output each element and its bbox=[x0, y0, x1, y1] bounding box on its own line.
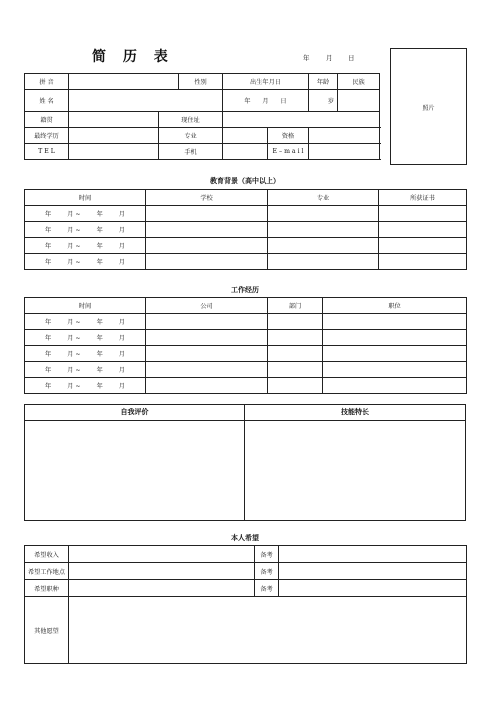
work-period-part: 年 bbox=[96, 319, 103, 326]
native-label: 籍贯 bbox=[25, 112, 69, 128]
education-table bbox=[24, 189, 467, 270]
work-period-part: 年 bbox=[45, 335, 52, 342]
edu-header-major: 专业 bbox=[268, 190, 379, 206]
edu-period-part: 年 bbox=[96, 259, 103, 266]
location-note-field[interactable] bbox=[279, 563, 467, 580]
edu-period-part: 年 bbox=[45, 243, 52, 250]
work-period-part: 年 bbox=[45, 351, 52, 358]
work-cell[interactable] bbox=[323, 378, 467, 394]
skills-title: 技能特长 bbox=[245, 405, 465, 421]
edu-cell[interactable] bbox=[146, 222, 268, 238]
edu-period-cell[interactable] bbox=[25, 254, 146, 270]
name-label: 姓 名 bbox=[25, 90, 69, 112]
work-cell[interactable] bbox=[268, 314, 323, 330]
work-period-part: 月 ~ bbox=[67, 383, 81, 390]
work-period-part: 年 bbox=[45, 367, 52, 374]
position-note-label: 备考 bbox=[255, 580, 279, 597]
education-section-title: 教育背景（高中以上） bbox=[210, 177, 280, 185]
work-row bbox=[25, 378, 467, 394]
name-field[interactable] bbox=[69, 90, 223, 112]
work-period-part: 月 bbox=[118, 383, 125, 390]
work-period-cell[interactable] bbox=[25, 346, 146, 362]
edu-period-cell[interactable] bbox=[25, 206, 146, 222]
date-month-label: 月 bbox=[326, 54, 333, 62]
edu-row bbox=[25, 254, 467, 270]
address-label: 现住址 bbox=[159, 112, 223, 128]
tel-field[interactable] bbox=[69, 144, 159, 160]
edu-period-part: 月 ~ bbox=[67, 227, 81, 234]
work-cell[interactable] bbox=[268, 378, 323, 394]
edu-cell[interactable] bbox=[268, 222, 379, 238]
wish-section-title: 本人希望 bbox=[231, 534, 259, 542]
work-cell[interactable] bbox=[146, 346, 268, 362]
salary-note-field[interactable] bbox=[279, 546, 467, 563]
photo-label: 照片 bbox=[422, 105, 435, 112]
edu-row bbox=[25, 238, 467, 254]
edu-period-part: 月 ~ bbox=[67, 243, 81, 250]
work-cell[interactable] bbox=[146, 378, 268, 394]
self-eval-box[interactable] bbox=[24, 404, 245, 521]
edu-cell[interactable] bbox=[268, 254, 379, 270]
work-cell[interactable] bbox=[323, 330, 467, 346]
work-period-cell[interactable] bbox=[25, 362, 146, 378]
work-period-part: 月 ~ bbox=[67, 367, 81, 374]
salary-field[interactable] bbox=[69, 546, 255, 563]
edu-period-cell[interactable] bbox=[25, 238, 146, 254]
work-header-time: 时间 bbox=[25, 298, 146, 314]
work-row bbox=[25, 362, 467, 378]
edu-cell[interactable] bbox=[379, 206, 467, 222]
work-period-part: 月 ~ bbox=[67, 335, 81, 342]
gender-label: 性别 bbox=[179, 74, 223, 90]
work-period-part: 年 bbox=[96, 351, 103, 358]
work-row bbox=[25, 314, 467, 330]
other-wish-label: 其他愿望 bbox=[25, 597, 69, 664]
work-period-part: 年 bbox=[45, 383, 52, 390]
work-header-department: 部门 bbox=[268, 298, 323, 314]
skills-box[interactable] bbox=[244, 404, 466, 521]
work-table bbox=[24, 297, 467, 394]
work-cell[interactable] bbox=[323, 346, 467, 362]
email-label: E – m a i l bbox=[268, 144, 309, 160]
work-cell[interactable] bbox=[268, 330, 323, 346]
birth-field[interactable]: 年 月 日 bbox=[223, 90, 309, 112]
pinyin-label: 拼 音 bbox=[25, 74, 69, 90]
pinyin-field[interactable] bbox=[69, 74, 179, 90]
edu-period-part: 月 ~ bbox=[67, 259, 81, 266]
edu-cell[interactable] bbox=[268, 206, 379, 222]
edu-period-part: 月 bbox=[118, 227, 125, 234]
mobile-label: 手机 bbox=[159, 144, 223, 160]
work-period-part: 年 bbox=[45, 319, 52, 326]
edu-period-part: 月 ~ bbox=[67, 211, 81, 218]
edu-cell[interactable] bbox=[146, 238, 268, 254]
edu-period-part: 月 bbox=[118, 211, 125, 218]
position-field[interactable] bbox=[69, 580, 255, 597]
work-period-part: 月 bbox=[118, 335, 125, 342]
address-field[interactable] bbox=[223, 112, 380, 128]
major-label: 专业 bbox=[159, 128, 223, 144]
work-cell[interactable] bbox=[146, 314, 268, 330]
location-label: 希望工作地点 bbox=[25, 563, 69, 580]
edu-header-time: 时间 bbox=[25, 190, 146, 206]
ethnic-label: 民族 bbox=[338, 74, 380, 90]
work-period-part: 年 bbox=[96, 383, 103, 390]
age-field[interactable]: 岁 bbox=[309, 90, 338, 112]
work-period-part: 月 bbox=[118, 367, 125, 374]
wish-table bbox=[24, 545, 467, 664]
position-note-field[interactable] bbox=[279, 580, 467, 597]
work-period-cell[interactable] bbox=[25, 330, 146, 346]
native-field[interactable] bbox=[69, 112, 159, 128]
qualification-label: 资格 bbox=[268, 128, 309, 144]
date-day-label: 日 bbox=[348, 54, 355, 62]
qualification-field[interactable] bbox=[309, 128, 380, 144]
work-period-part: 年 bbox=[96, 335, 103, 342]
work-period-cell[interactable] bbox=[25, 378, 146, 394]
edu-row bbox=[25, 206, 467, 222]
major-field[interactable] bbox=[223, 128, 268, 144]
edu-cell[interactable] bbox=[146, 206, 268, 222]
edu-cell[interactable] bbox=[268, 238, 379, 254]
education-label: 最终学历 bbox=[25, 128, 69, 144]
email-field[interactable] bbox=[309, 144, 380, 160]
edu-period-part: 年 bbox=[45, 227, 52, 234]
work-period-part: 年 bbox=[96, 367, 103, 374]
birth-label: 出生年月日 bbox=[223, 74, 309, 90]
other-wish-field[interactable] bbox=[69, 597, 467, 664]
work-cell[interactable] bbox=[323, 314, 467, 330]
edu-cell[interactable] bbox=[146, 254, 268, 270]
personal-info-table bbox=[24, 73, 380, 160]
edu-period-part: 月 bbox=[118, 243, 125, 250]
date-year-label: 年 bbox=[303, 54, 310, 62]
edu-period-cell[interactable] bbox=[25, 222, 146, 238]
salary-note-label: 备考 bbox=[255, 546, 279, 563]
ethnic-field[interactable] bbox=[338, 90, 380, 112]
edu-period-part: 年 bbox=[45, 211, 52, 218]
work-period-part: 月 ~ bbox=[67, 319, 81, 326]
edu-cell[interactable] bbox=[379, 222, 467, 238]
edu-header-school: 学校 bbox=[146, 190, 268, 206]
page-title: 简 历 表 bbox=[92, 49, 174, 65]
work-row bbox=[25, 330, 467, 346]
position-label: 希望职种 bbox=[25, 580, 69, 597]
work-header-position: 职位 bbox=[323, 298, 467, 314]
work-cell[interactable] bbox=[323, 362, 467, 378]
edu-period-part: 月 bbox=[118, 259, 125, 266]
work-cell[interactable] bbox=[268, 346, 323, 362]
edu-period-part: 年 bbox=[96, 243, 103, 250]
work-header-company: 公司 bbox=[146, 298, 268, 314]
edu-header-certificate: 所获证书 bbox=[379, 190, 467, 206]
location-field[interactable] bbox=[69, 563, 255, 580]
edu-period-part: 年 bbox=[96, 227, 103, 234]
work-period-cell[interactable] bbox=[25, 314, 146, 330]
age-label: 年龄 bbox=[309, 74, 338, 90]
work-cell[interactable] bbox=[146, 362, 268, 378]
self-eval-title: 自我评价 bbox=[25, 405, 244, 421]
edu-cell[interactable] bbox=[379, 254, 467, 270]
mobile-field[interactable] bbox=[223, 144, 268, 160]
edu-period-part: 年 bbox=[96, 211, 103, 218]
work-period-part: 月 bbox=[118, 319, 125, 326]
photo-box[interactable] bbox=[390, 48, 467, 165]
edu-row bbox=[25, 222, 467, 238]
tel-label: T E L bbox=[25, 144, 69, 160]
work-period-part: 月 bbox=[118, 351, 125, 358]
location-note-label: 备考 bbox=[255, 563, 279, 580]
work-row bbox=[25, 346, 467, 362]
work-section-title: 工作经历 bbox=[231, 286, 259, 294]
work-cell[interactable] bbox=[146, 330, 268, 346]
education-field[interactable] bbox=[69, 128, 159, 144]
work-cell[interactable] bbox=[268, 362, 323, 378]
work-period-part: 月 ~ bbox=[67, 351, 81, 358]
edu-period-part: 年 bbox=[45, 259, 52, 266]
salary-label: 希望收入 bbox=[25, 546, 69, 563]
edu-cell[interactable] bbox=[379, 238, 467, 254]
